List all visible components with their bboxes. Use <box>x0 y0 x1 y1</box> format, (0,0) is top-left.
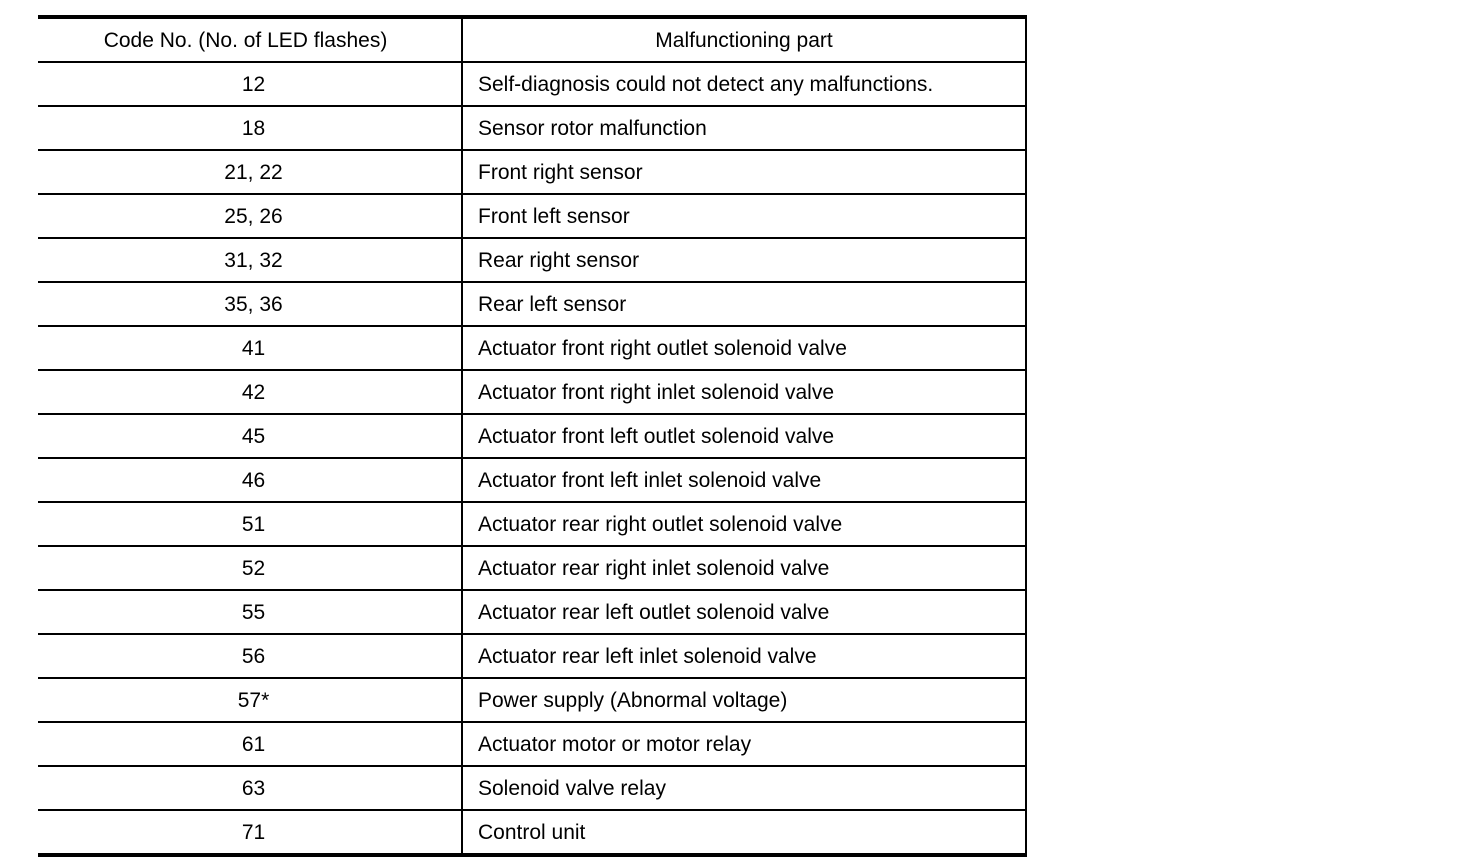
part-cell: Rear right sensor <box>462 238 1026 282</box>
code-cell: 12 <box>38 62 462 106</box>
table-body <box>38 62 1026 855</box>
table-row <box>38 106 1026 150</box>
code-cell: 56 <box>38 634 462 678</box>
code-cell: 42 <box>38 370 462 414</box>
code-cell: 18 <box>38 106 462 150</box>
table-header <box>38 17 1026 62</box>
table-row <box>38 458 1026 502</box>
code-cell: 57* <box>38 678 462 722</box>
table-row <box>38 194 1026 238</box>
code-cell: 45 <box>38 414 462 458</box>
code-cell: 61 <box>38 722 462 766</box>
header-part: Malfunctioning part <box>462 17 1026 62</box>
part-cell: Actuator front left inlet solenoid valve <box>462 458 1026 502</box>
header-code: Code No. (No. of LED flashes) <box>38 17 462 62</box>
table-row <box>38 546 1026 590</box>
malfunction-code-table <box>38 15 1027 857</box>
code-cell: 55 <box>38 590 462 634</box>
part-cell: Control unit <box>462 810 1026 855</box>
table-row <box>38 326 1026 370</box>
part-cell: Actuator front right outlet solenoid valve <box>462 326 1026 370</box>
header-row <box>38 17 1026 62</box>
part-cell: Self-diagnosis could not detect any malfunctions. <box>462 62 1026 106</box>
table-row <box>38 722 1026 766</box>
code-cell: 25, 26 <box>38 194 462 238</box>
table-row <box>38 414 1026 458</box>
table-row <box>38 238 1026 282</box>
code-cell: 51 <box>38 502 462 546</box>
table-row <box>38 634 1026 678</box>
part-cell: Actuator front right inlet solenoid valve <box>462 370 1026 414</box>
table-row <box>38 810 1026 855</box>
part-cell: Solenoid valve relay <box>462 766 1026 810</box>
code-cell: 21, 22 <box>38 150 462 194</box>
part-cell: Actuator motor or motor relay <box>462 722 1026 766</box>
table-row <box>38 502 1026 546</box>
table-row <box>38 590 1026 634</box>
part-cell: Power supply (Abnormal voltage) <box>462 678 1026 722</box>
part-cell: Front left sensor <box>462 194 1026 238</box>
code-cell: 63 <box>38 766 462 810</box>
code-cell: 71 <box>38 810 462 855</box>
code-cell: 41 <box>38 326 462 370</box>
table-row <box>38 150 1026 194</box>
code-cell: 46 <box>38 458 462 502</box>
table-row <box>38 678 1026 722</box>
code-cell: 35, 36 <box>38 282 462 326</box>
table-row <box>38 370 1026 414</box>
part-cell: Rear left sensor <box>462 282 1026 326</box>
part-cell: Actuator rear left outlet solenoid valve <box>462 590 1026 634</box>
part-cell: Actuator front left outlet solenoid valve <box>462 414 1026 458</box>
table-row <box>38 766 1026 810</box>
code-cell: 52 <box>38 546 462 590</box>
table-row <box>38 282 1026 326</box>
table-row <box>38 62 1026 106</box>
part-cell: Sensor rotor malfunction <box>462 106 1026 150</box>
part-cell: Front right sensor <box>462 150 1026 194</box>
part-cell: Actuator rear left inlet solenoid valve <box>462 634 1026 678</box>
part-cell: Actuator rear right outlet solenoid valve <box>462 502 1026 546</box>
code-cell: 31, 32 <box>38 238 462 282</box>
part-cell: Actuator rear right inlet solenoid valve <box>462 546 1026 590</box>
